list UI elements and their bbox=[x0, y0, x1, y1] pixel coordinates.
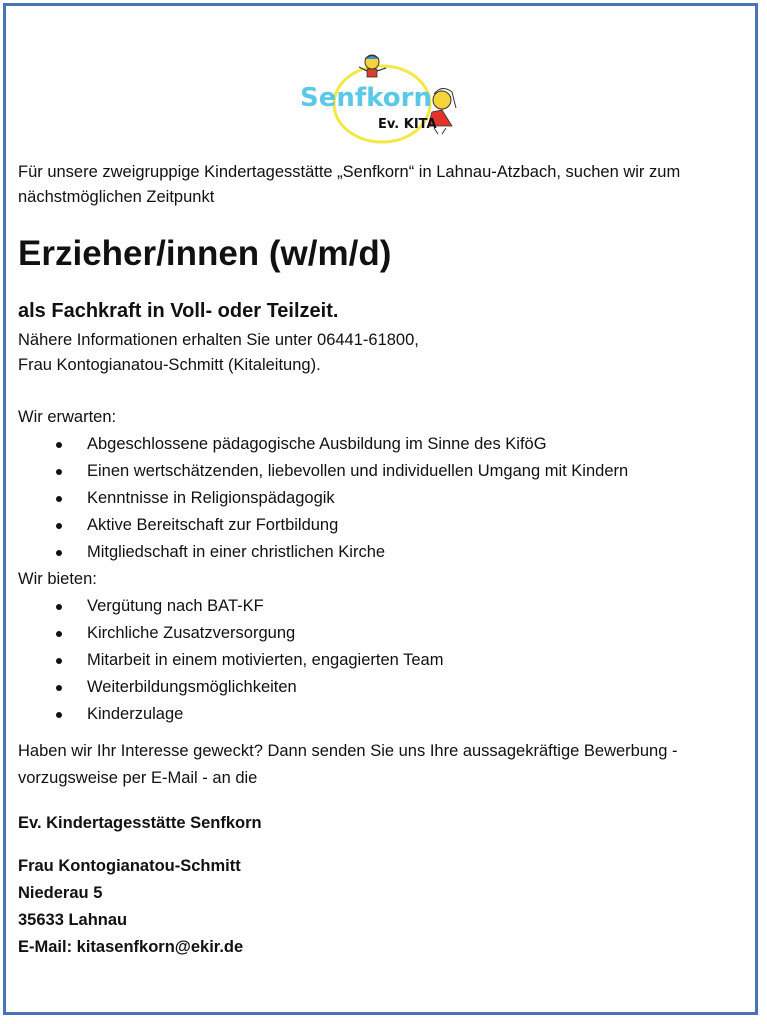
expect-list bbox=[18, 431, 743, 566]
bullet-icon bbox=[56, 469, 62, 475]
closing-text: Haben wir Ihr Interesse geweckt? Dann senden Sie uns Ihre aussagekräftige Bewerbung - vorzugsweise per E-Mail - an die bbox=[18, 742, 678, 787]
address-contact-name: Frau Kontogianatou-Schmitt bbox=[18, 857, 241, 875]
bullet-icon bbox=[56, 712, 62, 718]
list-item-text: Kinderzulage bbox=[87, 705, 184, 723]
bullet-icon bbox=[56, 658, 62, 664]
list-item bbox=[18, 512, 743, 539]
address-street: Niederau 5 bbox=[18, 884, 103, 902]
list-item-text: Weiterbildungsmöglichkeiten bbox=[87, 678, 297, 696]
list-item bbox=[18, 485, 743, 512]
bullet-icon bbox=[56, 604, 62, 610]
logo-graphic bbox=[296, 50, 476, 145]
list-item bbox=[18, 593, 743, 620]
list-item bbox=[18, 620, 743, 647]
bullet-icon bbox=[56, 496, 62, 502]
list-item-text: Einen wertschätzenden, liebevollen und individuellen Umgang mit Kindern bbox=[87, 462, 629, 480]
logo-wordmark: Senfkorn bbox=[300, 83, 432, 113]
job-subtitle: als Fachkraft in Voll- oder Teilzeit. bbox=[18, 300, 339, 322]
list-item-text: Abgeschlossene pädagogische Ausbildung im Sinne des KiföG bbox=[87, 435, 547, 453]
bullet-icon bbox=[56, 550, 62, 556]
logo-subtitle: Ev. KITA bbox=[378, 117, 437, 132]
expect-label: Wir erwarten: bbox=[18, 408, 117, 426]
bullet-icon bbox=[56, 631, 62, 637]
intro-text: Für unsere zweigruppige Kindertagesstätte „Senfkorn“ in Lahnau-Atzbach, suchen wir zum nächstmöglichen Zeitpunkt bbox=[18, 163, 681, 206]
bullet-icon bbox=[56, 685, 62, 691]
address-email[interactable]: E-Mail: kitasenfkorn@ekir.de bbox=[18, 938, 244, 956]
contact-line-phone: Nähere Informationen erhalten Sie unter 06441-61800, bbox=[18, 331, 419, 349]
job-posting bbox=[18, 160, 743, 961]
list-item bbox=[18, 701, 743, 728]
list-item-text: Aktive Bereitschaft zur Fortbildung bbox=[87, 516, 339, 534]
address-block bbox=[18, 853, 743, 961]
offer-list bbox=[18, 593, 743, 728]
job-title: Erzieher/innen (w/m/d) bbox=[18, 234, 392, 273]
bullet-icon bbox=[56, 523, 62, 529]
address-city: 35633 Lahnau bbox=[18, 911, 128, 929]
list-item bbox=[18, 539, 743, 566]
senfkorn-logo bbox=[296, 50, 476, 145]
list-item bbox=[18, 647, 743, 674]
contact-info bbox=[18, 328, 743, 378]
list-item-text: Vergütung nach BAT-KF bbox=[87, 597, 264, 615]
list-item-text: Kirchliche Zusatzversorgung bbox=[87, 624, 296, 642]
list-item-text: Mitarbeit in einem motivierten, engagierten Team bbox=[87, 651, 444, 669]
list-item bbox=[18, 431, 743, 458]
list-item-text: Mitgliedschaft in einer christlichen Kirche bbox=[87, 543, 386, 561]
list-item bbox=[18, 674, 743, 701]
contact-line-person: Frau Kontogianatou-Schmitt (Kitaleitung). bbox=[18, 356, 321, 374]
organization-name: Ev. Kindertagesstätte Senfkorn bbox=[18, 814, 262, 832]
bullet-icon bbox=[56, 442, 62, 448]
offer-label: Wir bieten: bbox=[18, 570, 97, 588]
list-item-text: Kenntnisse in Religionspädagogik bbox=[87, 489, 335, 507]
list-item bbox=[18, 458, 743, 485]
